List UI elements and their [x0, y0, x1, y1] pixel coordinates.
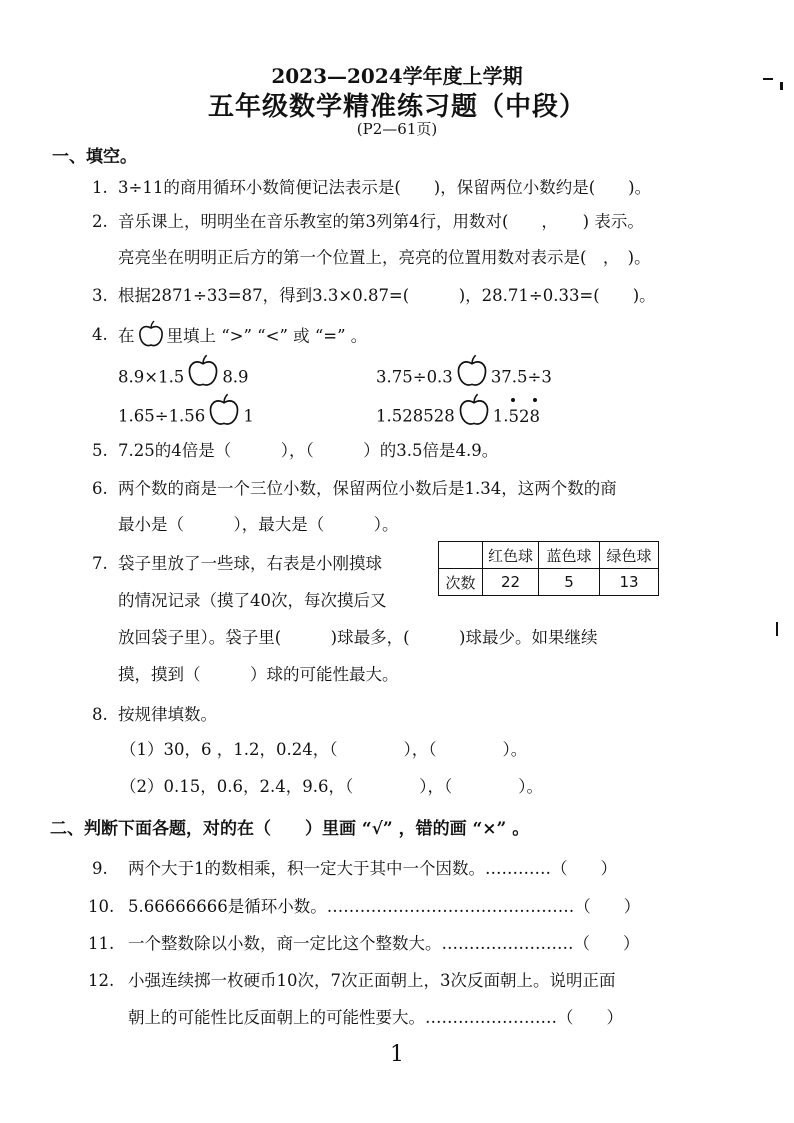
q5-number: 5. — [92, 441, 108, 460]
q7-number: 7. — [92, 554, 108, 573]
q4-instruction — [118, 324, 367, 350]
q3-text: 根据2871÷33=87，得到3.3×0.87=( )，28.71÷0.33=( )。 — [118, 286, 656, 305]
table-row-label: 次数 — [439, 569, 483, 596]
page-range: (P2—61页) — [356, 120, 438, 138]
compare-apple-icon[interactable] — [456, 362, 488, 394]
q4-b-left: 3.75÷0.3 — [376, 367, 453, 387]
q2-number: 2. — [92, 212, 108, 231]
q5-text: 7.25的4倍是（ ），（ ）的3.5倍是4.9。 — [118, 441, 499, 460]
q6-line-1: 两个数的商是一个三位小数，保留两位小数后是1.34，这两个数的商 — [118, 479, 617, 498]
q2-line-1: 音乐课上，明明坐在音乐教室的第3列第4行，用数对( ， ) 表示。 — [118, 212, 644, 231]
q4-a — [118, 362, 249, 394]
q4-b — [376, 362, 552, 394]
q7-line-2: 的情况记录（摸了40次，每次摸后又 — [118, 591, 387, 610]
table-row — [439, 569, 659, 596]
q4-c — [118, 401, 254, 433]
apple-icon — [138, 324, 164, 350]
q4-d — [376, 401, 540, 433]
q11-number: 11. — [88, 934, 115, 953]
table-header-cell: 蓝色球 — [539, 542, 600, 569]
page-title: 五年级数学精准练习题（中段） — [207, 92, 586, 122]
compare-apple-icon[interactable] — [208, 401, 240, 433]
table-cell: 22 — [483, 569, 539, 596]
q7-line-3: 放回袋子里）。袋子里( )球最多，( )球最少。如果继续 — [118, 628, 598, 647]
q11-text: 一个整数除以小数，商一定比这个整数大。……………………（ ） — [128, 934, 640, 953]
repeat-dot-icon — [533, 398, 537, 402]
q1-number: 1. — [92, 178, 108, 197]
repeat-dot-icon — [511, 398, 515, 402]
q4-post: 里填上 “>” “<” 或 “=” 。 — [166, 326, 368, 346]
q9-text: 两个大于1的数相乘，积一定大于其中一个因数。…………（ ） — [128, 859, 617, 878]
q8-text: 按规律填数。 — [118, 705, 217, 724]
q2-line-2: 亮亮坐在明明正后方的第一个位置上，亮亮的位置用数对表示是( ， )。 — [118, 248, 651, 267]
q4-c-right: 1 — [243, 406, 254, 426]
scan-mark — [776, 622, 778, 636]
q4-pre: 在 — [118, 326, 135, 346]
table-header-cell: 绿色球 — [600, 542, 659, 569]
q12-line-2: 朝上的可能性比反面朝上的可能性要大。……………………（ ） — [128, 1008, 623, 1027]
q1-text: 3÷11的商用循环小数简便记法表示是( )，保留两位小数约是( )。 — [118, 178, 652, 197]
q4-a-right: 8.9 — [222, 367, 249, 387]
table-row — [439, 542, 659, 569]
table-header-cell: 红色球 — [483, 542, 539, 569]
table-header-cell — [439, 542, 483, 569]
q6-line-2: 最小是（ ），最大是（ ）。 — [118, 515, 399, 534]
section-1-heading: 一、填空。 — [52, 147, 137, 167]
q4-d-right-int: 1. — [492, 406, 509, 426]
q4-number: 4. — [92, 325, 108, 344]
page-number: 1 — [390, 1042, 404, 1067]
ball-record-table — [438, 541, 659, 596]
q7-line-4: 摸，摸到（ ）球的可能性最大。 — [118, 665, 399, 684]
q10-number: 10. — [88, 897, 115, 916]
q8-sub-2: （2）0.15，0.6，2.4，9.6，（ ），（ ）。 — [120, 777, 543, 796]
school-year: 2023—2024学年度上学期 — [271, 64, 523, 88]
q7-line-1: 袋子里放了一些球，右表是小刚摸球 — [118, 554, 382, 573]
q4-a-left: 8.9×1.5 — [118, 367, 185, 387]
q3-number: 3. — [92, 286, 108, 305]
q4-d-right-rep: 528 — [508, 406, 540, 426]
q4-c-left: 1.65÷1.56 — [118, 406, 206, 426]
q4-b-right: 37.5÷3 — [490, 367, 552, 387]
q12-line-1: 小强连续掷一枚硬币10次，7次正面朝上，3次反面朝上。说明正面 — [128, 971, 616, 990]
table-cell: 13 — [600, 569, 659, 596]
compare-apple-icon[interactable] — [458, 401, 490, 433]
compare-apple-icon[interactable] — [187, 362, 219, 394]
q12-number: 12. — [88, 971, 115, 990]
q8-number: 8. — [92, 705, 108, 724]
q4-d-left: 1.528528 — [376, 406, 455, 426]
q6-number: 6. — [92, 479, 108, 498]
section-2-heading: 二、判断下面各题，对的在（ ）里画 “√” ，错的画 “×” 。 — [50, 819, 530, 839]
q8-sub-1: （1）30，6 ，1.2，0.24，（ ），（ ）。 — [120, 740, 528, 759]
q10-text: 5.66666666是循环小数。………………………………………（ ） — [128, 897, 641, 916]
q9-number: 9. — [92, 859, 108, 878]
table-cell: 5 — [539, 569, 600, 596]
repeating-decimal — [508, 406, 540, 428]
